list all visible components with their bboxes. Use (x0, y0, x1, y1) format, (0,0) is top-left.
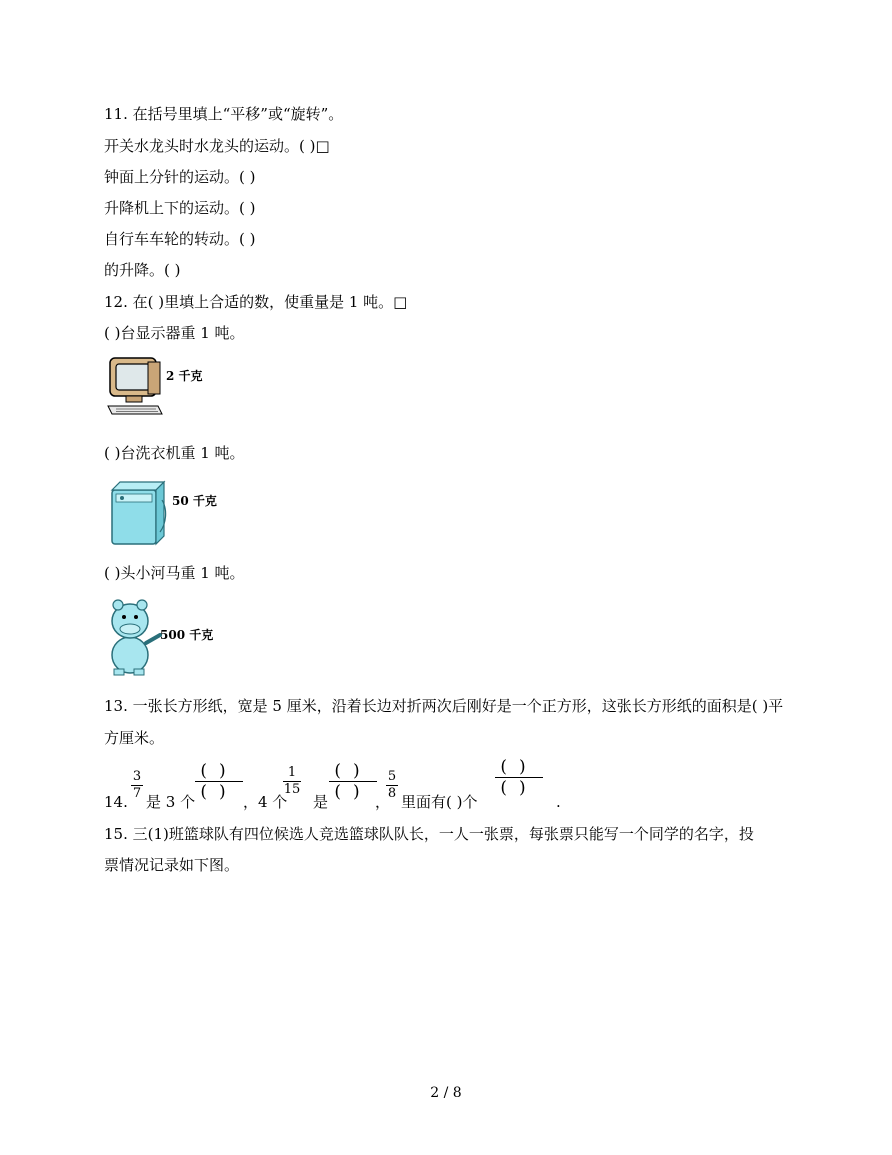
q11-item-4: 自行车车轮的转动。( ) (104, 230, 256, 248)
q14-text-5: 里面有( )个 (401, 793, 478, 811)
q13-line-2: 方厘米。 (104, 729, 165, 747)
hippo-weight-label: 500 千克 (160, 628, 214, 642)
q14-text-4: ， (375, 793, 391, 811)
q12-title: 12. 在( )里填上合适的数，使重量是 1 吨。□ (104, 293, 408, 311)
q14-blank-fraction-3[interactable]: () () (495, 758, 543, 797)
q14-prefix: 14. (104, 793, 128, 811)
q14-end: . (556, 793, 561, 811)
hippo-icon (104, 597, 162, 677)
q14-f3-den: 8 (387, 786, 397, 801)
q11-item-2: 钟面上分针的运动。( ) (104, 168, 256, 186)
q11-item-3: 升降机上下的运动。( ) (104, 199, 256, 217)
q14-fraction-2 (283, 766, 301, 797)
q14-f2-den: 15 (283, 782, 301, 797)
q14-text-3: 是 (313, 793, 329, 811)
monitor-weight-label: 2 千克 (166, 369, 203, 383)
q15-line-2: 票情况记录如下图。 (104, 856, 240, 874)
q14-fraction-3 (386, 770, 398, 801)
q14-text-1: 是 3 个 (146, 793, 196, 811)
q12-hippo-line: ( )头小河马重 1 吨。 (104, 564, 245, 582)
q12-washer-line: ( )台洗衣机重 1 吨。 (104, 444, 245, 462)
q14-text-2: ，4 个 (243, 793, 288, 811)
q13-line-1: 13. 一张长方形纸，宽是 5 厘米，沿着长边对折两次后刚好是一个正方形，这张长方形纸的面积是( )平 (104, 697, 784, 715)
q14-blank-fraction-1[interactable]: () () (195, 762, 243, 801)
page-number: 2 / 8 (430, 1085, 462, 1101)
q14-f1-den: 7 (132, 786, 142, 801)
q14-fraction-1 (131, 770, 143, 801)
q11-item-5: 的升降。( ) (104, 261, 181, 279)
q11-item-1: 开关水龙头时水龙头的运动。( )□ (104, 137, 330, 155)
q14-f3-num: 5 (387, 769, 397, 784)
q12-monitor-line: ( )台显示器重 1 吨。 (104, 324, 245, 342)
q15-line-1: 15. 三(1)班篮球队有四位候选人竞选篮球队队长，一人一张票，每张票只能写一个同学的名字，投 (104, 825, 754, 843)
q14-blank-fraction-2[interactable]: () () (329, 762, 377, 801)
q14-f1-num: 3 (132, 769, 142, 784)
washer-weight-label: 50 千克 (172, 494, 217, 508)
q14-f2-num: 1 (287, 765, 297, 780)
washing-machine-icon (106, 480, 168, 546)
q11-title: 11. 在括号里填上“平移”或“旋转”。 (104, 105, 344, 123)
monitor-icon (106, 356, 164, 418)
